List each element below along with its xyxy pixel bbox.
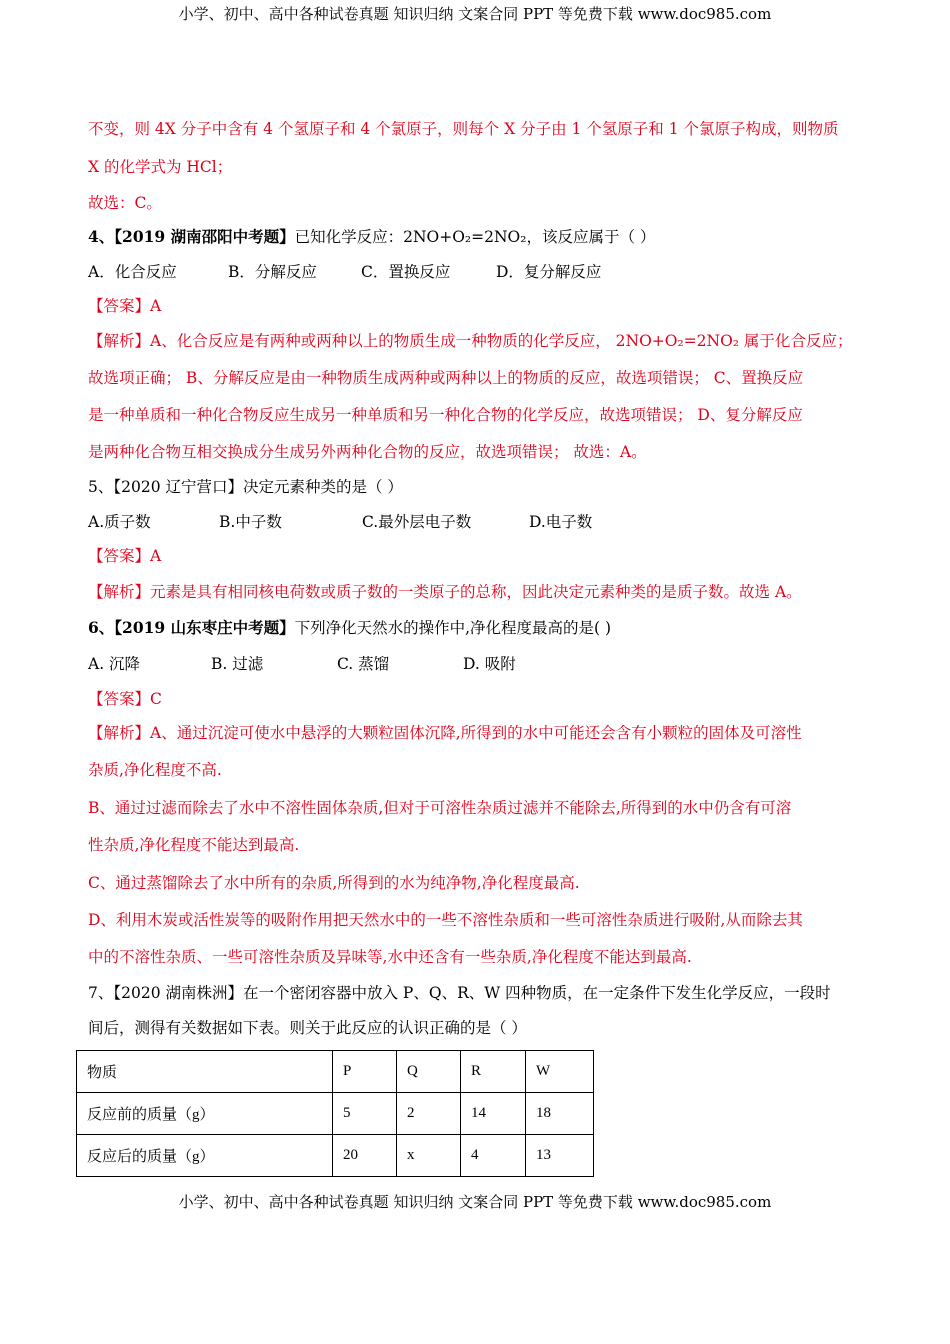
question-6 [88, 618, 611, 638]
option-b: B．分解反应 [228, 263, 317, 281]
question-4-analysis-line-3: 是一种单质和一种化合物反应生成另一种单质和另一种化合物的化学反应，故选项错误； D、复分解反应 [88, 406, 803, 424]
question-5-options [88, 512, 592, 532]
question-6-answer [88, 689, 162, 709]
question-stem: 在一个密闭容器中放入 P、Q、R、W 四种物质，在一定条件下发生化学反应，一段时 [243, 984, 831, 1002]
table-cell: 2 [397, 1093, 461, 1135]
option-c: C．置换反应 [361, 263, 451, 281]
question-4 [88, 227, 655, 247]
table-cell: 反应后的质量（g） [77, 1135, 333, 1177]
question-5-answer [88, 546, 161, 566]
answer-value: C [150, 690, 162, 708]
analysis-tag: 【解析】 [88, 583, 151, 601]
question-number: 5、 [88, 478, 114, 496]
prev-analysis-line-1: 不变，则 4X 分子中含有 4 个氢原子和 4 个氯原子，则每个 X 分子由 1 个氢原子和 1 个氯原子构成，则物质 [88, 120, 839, 138]
question-5-analysis: 【解析】元素是具有相同核电荷数或质子数的一类原子的总称，因此决定元素种类的是质子数。故选 A。 [88, 583, 802, 601]
question-6-analysis-line-1: 【解析】A、通过沉淀可使水中悬浮的大颗粒固体沉降,所得到的水中可能还会含有小颗粒的固体及可溶性 [88, 724, 802, 742]
analysis-tag: 【解析】 [88, 332, 151, 350]
option-c: C. 蒸馏 [337, 655, 390, 673]
question-stem: 决定元素种类的是（ ） [243, 478, 403, 496]
table-cell: x [397, 1135, 461, 1177]
table-cell: 5 [333, 1093, 397, 1135]
question-4-options [88, 262, 601, 282]
question-6-analysis-line-4: 性杂质,净化程度不能达到最高. [88, 836, 300, 854]
option-b: B.中子数 [219, 513, 282, 531]
option-b: B. 过滤 [211, 655, 264, 673]
answer-tag: 【答案】 [88, 547, 151, 565]
question-6-analysis-line-7: 中的不溶性杂质、一些可溶性杂质及异味等,水中还含有一些杂质,净化程度不能达到最高. [88, 948, 692, 966]
answer-value: A [150, 297, 162, 315]
question-7 [88, 983, 831, 1003]
table-cell: 14 [461, 1093, 526, 1135]
table-row [77, 1135, 594, 1177]
question-source: 【2019 山东枣庄中考题】 [114, 618, 295, 637]
question-6-analysis-line-3: B、通过过滤而除去了水中不溶性固体杂质,但对于可溶性杂质过滤并不能除去,所得到的水中仍含有可溶 [88, 799, 792, 817]
answer-tag: 【答案】 [88, 297, 151, 315]
table-cell: 13 [526, 1135, 594, 1177]
question-6-options [88, 654, 516, 674]
prev-answer-line: 故选：C。 [88, 194, 162, 212]
table-header-row [77, 1051, 594, 1093]
question-6-analysis-line-6: D、利用木炭或活性炭等的吸附作用把天然水中的一些不溶性杂质和一些可溶性杂质进行吸附,从而除去其 [88, 911, 803, 929]
question-5 [88, 477, 403, 497]
option-d: D. 吸附 [463, 655, 516, 673]
question-number: 6、 [88, 618, 115, 637]
page-footer: 小学、初中、高中各种试卷真题 知识归纳 文案合同 PPT 等免费下载 www.doc985.com [178, 1193, 772, 1211]
option-a: A.质子数 [88, 513, 151, 531]
prev-analysis-line-2: X 的化学式为 HCl； [88, 158, 233, 176]
question-number: 7、 [88, 984, 114, 1002]
table-cell: 20 [333, 1135, 397, 1177]
question-4-analysis-line-1: 【解析】A、化合反应是有两种或两种以上的物质生成一种物质的化学反应， 2NO+O₂=2NO₂ 属于化合反应； [88, 332, 853, 350]
page-header: 小学、初中、高中各种试卷真题 知识归纳 文案合同 PPT 等免费下载 www.doc985.com [178, 5, 772, 23]
analysis-tag: 【解析】 [88, 724, 151, 742]
question-6-analysis-line-2: 杂质,净化程度不高. [88, 761, 222, 779]
table-cell: W [526, 1051, 594, 1093]
question-stem: 已知化学反应：2NO+O₂=2NO₂，该反应属于（ ） [294, 228, 656, 246]
table-row [77, 1093, 594, 1135]
question-stem: 下列净化天然水的操作中,净化程度最高的是( ) [294, 619, 612, 637]
option-d: D．复分解反应 [496, 263, 602, 281]
question-6-analysis-line-5: C、通过蒸馏除去了水中所有的杂质,所得到的水为纯净物,净化程度最高. [88, 874, 580, 892]
question-4-analysis-line-4: 是两种化合物互相交换成分生成另外两种化合物的反应，故选项错误； 故选：A。 [88, 443, 647, 461]
table-cell: 18 [526, 1093, 594, 1135]
table-cell: 反应前的质量（g） [77, 1093, 333, 1135]
option-c: C.最外层电子数 [362, 513, 472, 531]
question-source: 【2020 湖南株洲】 [113, 984, 243, 1002]
question-7-stem-line-2: 间后，测得有关数据如下表。则关于此反应的认识正确的是（ ） [88, 1019, 527, 1037]
table-cell: 4 [461, 1135, 526, 1177]
option-a: A．化合反应 [88, 263, 177, 281]
option-a: A. 沉降 [88, 655, 141, 673]
question-4-answer [88, 296, 161, 316]
table-cell: 物质 [77, 1051, 333, 1093]
question-source: 【2020 辽宁营口】 [113, 478, 243, 496]
question-source: 【2019 湖南邵阳中考题】 [114, 227, 295, 246]
table-cell: Q [397, 1051, 461, 1093]
option-d: D.电子数 [529, 513, 593, 531]
answer-tag: 【答案】 [88, 690, 151, 708]
answer-value: A [150, 547, 162, 565]
table-cell: R [461, 1051, 526, 1093]
table-cell: P [333, 1051, 397, 1093]
question-4-analysis-line-2: 故选项正确； B、分解反应是由一种物质生成两种或两种以上的物质的反应，故选项错误； C、置换反应 [88, 369, 804, 387]
question-number: 4、 [88, 227, 115, 246]
data-table [76, 1050, 594, 1177]
